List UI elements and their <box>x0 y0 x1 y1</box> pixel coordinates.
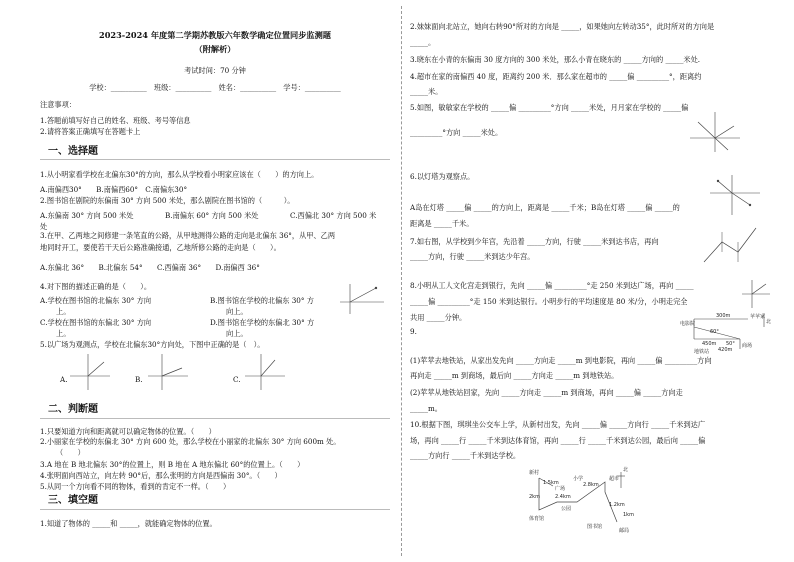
column-divider <box>401 6 402 556</box>
q5-label-b: B. <box>135 375 143 384</box>
section-fill-heading: 三、填空题 <box>48 495 98 506</box>
q9-home-label: 苹苹家 <box>750 314 766 320</box>
choice-q5: 5.以广场为观测点，学校在北偏东30°方向处，下图中正确的是（ ）。 <box>40 340 265 349</box>
q10-distance-d: 2.8km <box>583 482 599 488</box>
fill-q10-line3: _____方向行 _____千米到达学校。 <box>410 451 521 460</box>
q10-north-label: 北 <box>623 467 629 473</box>
q9-distance-300: 300m <box>716 313 731 319</box>
choice-q4: 4.对下图的描述正确的是（ ）。 <box>40 282 152 291</box>
choice-q4-option-c-cont: 上。 <box>56 329 71 338</box>
right-column <box>410 0 770 562</box>
choice-q2-option-a: A.东偏南 30° 方向 500 米处 <box>40 211 134 220</box>
choice-q3-options: A.东偏北 36° B.北偏东 54° C.西偏南 36° D.南偏西 36° <box>40 263 260 272</box>
q5-option-a-figure <box>70 354 110 390</box>
q5-label-a: A. <box>60 375 68 384</box>
section-rule <box>40 418 390 419</box>
q10-bus-route-figure <box>525 466 645 536</box>
judge-q1: 1.只要知道方向和距离就可以确定物体的位置。（ ） <box>40 427 216 436</box>
fill-q9: 9. <box>410 327 417 336</box>
choice-q4-option-a: A.学校在图书馆的北偏东 30° 方向 <box>40 296 152 305</box>
fill-q6-line3: 距离是 _____千米。 <box>410 219 474 228</box>
q9-cinema-label: 电影院 <box>680 321 696 327</box>
choice-q4-option-b: B.图书馆在学校的北偏东 30° 方 <box>210 296 314 305</box>
choice-q4-option-d-cont: 向上。 <box>226 329 248 338</box>
info-fields: 学校：__________ 班级：__________ 姓名：__________ 学号：__________ <box>89 83 341 92</box>
q5-label-c: C. <box>233 375 241 384</box>
choice-q2: 2.图书馆在剧院的东偏南 30° 方向 500 米处，那么剧院在图书馆的（ ）。 <box>40 196 295 205</box>
judge-q4: 4.张明面向西站立，向左转 90°后，那么张明的方向是西偏南 30°。（ ） <box>40 471 282 480</box>
fill-q3: 3.晓东在小青的东偏南 30 度方向的 300 米处，那么小青在晓东的 _____方向的 _____米处. <box>410 55 701 64</box>
q10-chaoshi-label: 超市 <box>609 476 620 482</box>
exam-time: 考试时间：70 分钟 <box>184 66 246 75</box>
page-subtitle: （附解析） <box>194 44 236 54</box>
choice-q2-option-c: C.西偏北 30° 方向 500 米 <box>290 211 377 220</box>
q10-distance-f: 1km <box>623 512 634 518</box>
judge-q3: 3.A 地在 B 地北偏东 30°的位置上，则 B 地在 A 地东偏北 60°的位置上。（ ） <box>40 460 305 469</box>
fill-q9-part2: (2)苹苹从地铁站回家，先向 _____方向走 _____m 到商场，再向 _____偏 _____方向走 <box>410 388 683 397</box>
note-item: 2.请将答案正确填写在答题卡上 <box>40 127 141 136</box>
q10-xincun-label: 新村 <box>529 470 540 476</box>
section-choice-heading: 一、选择题 <box>48 146 98 157</box>
notes-heading: 注意事项： <box>40 100 76 109</box>
fill-q9-part1-cont: 再向走 _____m 到商场，最后向 _____方向走 _____m 到地铁站。 <box>410 371 619 380</box>
choice-q3-line2: 地同时开工，要使若干天后公路准确接通，乙地所修公路的走向是（ ）。 <box>40 243 281 252</box>
fill-q4: 4.超市在家的南偏西 40 度，距离约 200 米．那么家在超市的 _____偏 _________°，距离约 <box>410 72 702 81</box>
fill-q7-line1: 7.如右图，从学校到少年宫，先沿着 _____方向，行驶 _____米到达书店，再向 <box>410 237 659 246</box>
choice-q4-option-a-cont: 上。 <box>56 307 71 316</box>
q10-guangchang-label: 广场 <box>555 486 566 492</box>
q10-tiyuguan-label: 体育馆 <box>529 516 545 522</box>
q10-youju-label: 邮局 <box>619 528 630 534</box>
q10-distance-e: 1.2km <box>609 502 625 508</box>
fill-q5-line1: 5.如图，敏敏家在学校的 _____偏 _________°方向 _____米处，月月家在学校的 _____偏 <box>410 103 689 112</box>
q9-mall-label: 商场 <box>742 343 753 349</box>
judge-q2-cont: （ ） <box>56 448 85 457</box>
q10-distance-b: 2km <box>529 494 540 500</box>
q9-subway-label: 地铁站 <box>694 349 710 355</box>
q9-distance-420: 420m <box>718 347 733 353</box>
fill-q6-line2: A岛在灯塔 _____偏 _____的方向上，距离是 _____千米；B岛在灯塔 _____偏 _____的 <box>410 203 680 212</box>
fill-q7-line2: _____方向，行驶 _____米到达少年宫。 <box>410 252 535 261</box>
fill-q4-cont: _____米。 <box>410 87 443 96</box>
q9-map-figure <box>680 313 770 353</box>
q9-angle-60: 60° <box>710 329 719 335</box>
fill-q5-line2: _________°方向 _____米处。 <box>410 128 503 137</box>
fill-q8-line2: _____偏 _________°走 150 米到达银行。小明步行的平均速度是 80 米/分，小明走完全 <box>410 297 688 306</box>
choice-q4-option-d: D.图书馆在学校的东偏北 30° 方 <box>210 318 315 327</box>
q5-option-b-figure <box>148 354 188 390</box>
q10-tushuguan-label: 图书馆 <box>587 524 603 530</box>
choice-q2-option-c-cont: 处 <box>40 222 48 231</box>
judge-q2: 2.小丽家在学校的东偏北 30° 方向 600 处，那么学校在小丽家的北偏东 30° 方向 600m 处。 <box>40 437 341 446</box>
fill-q8-line3: 共用 _____分钟。 <box>410 313 467 322</box>
fill-q2-line1: 2.妹妹面向北站立，她向右转90°所对的方向是 _____，如果她向左转动35°，此时所对的方向是 <box>410 22 715 31</box>
q5-fill-figure <box>690 112 740 152</box>
fill-q10-line2: 场，再向 _____行 _____千米到达体育馆，再向 _____行 _____千米到达公园，最后向 _____偏 <box>410 436 706 445</box>
fill-q1: 1.知道了物体的 _____和 _____，就能确定物体的位置。 <box>40 519 217 528</box>
fill-q9-part1: (1)苹苹去地铁站，从家出发先向 _____方向走 _____m 到电影院，再向 _____偏 _________方向 <box>410 356 712 365</box>
q7-route-figure <box>700 222 760 267</box>
q9-angle-50: 50° <box>726 341 735 347</box>
choice-q4-option-b-cont: 向上。 <box>226 307 248 316</box>
fill-q9-part2-cont: _____m。 <box>410 404 442 413</box>
q10-gongyuan-label: 公园 <box>561 506 572 512</box>
section-rule <box>40 509 390 510</box>
q8-figure <box>742 280 770 308</box>
choice-q3-line1: 3.在甲、乙两地之间修建一条笔直的公路，从甲地测得公路的走向是北偏东 36°，从甲、乙两 <box>40 231 336 240</box>
choice-q4-option-c: C.学校在图书馆的东偏北 30° 方向 <box>40 318 152 327</box>
q4-direction-figure <box>340 284 386 314</box>
section-judge-heading: 二、判断题 <box>48 404 98 415</box>
fill-q10-line1: 10.根据下图，琪琪坐公交车上学，从新村出发，先向 _____偏 _____方向行 _____千米到达广 <box>410 420 706 429</box>
q9-distance-450: 450m <box>702 341 717 347</box>
left-column <box>40 0 390 562</box>
q9-north-label: 北 <box>766 319 772 325</box>
choice-q1: 1.从小明家看学校在北偏东30°的方向，那么从学校看小明家应该在（ ）的方向上。 <box>40 170 319 179</box>
fill-q8-line1: 8.小明从工人文化宫走到银行，先向 _____偏 _________°走 250 米到达广场，再向 _____ <box>410 281 694 290</box>
q5-option-c-figure <box>245 354 285 390</box>
q10-distance-a: 1.5km <box>543 480 559 486</box>
fill-q2-line2: _____。 <box>410 38 436 47</box>
note-item: 1.答题前填写好自己的姓名、班级、考号等信息 <box>40 116 191 125</box>
choice-q1-options: A.南偏西30° B.南偏西60° C.南偏东30° <box>40 185 188 194</box>
choice-q2-option-b: B.南偏东 60° 方向 500 米处 <box>165 211 259 220</box>
q10-distance-c: 2.4km <box>555 494 571 500</box>
judge-q5: 5.从同一个方向看不同的物体，看到的肯定不一样。（ ） <box>40 482 231 491</box>
lighthouse-figure <box>710 175 760 215</box>
fill-q6: 6.以灯塔为观察点。 <box>410 172 475 181</box>
page-title: 2023-2024 年度第二学期苏教版六年数学确定位置同步监测题 <box>99 30 331 40</box>
section-rule <box>40 159 390 160</box>
q10-xiaoxue-label: 小学 <box>573 476 584 482</box>
